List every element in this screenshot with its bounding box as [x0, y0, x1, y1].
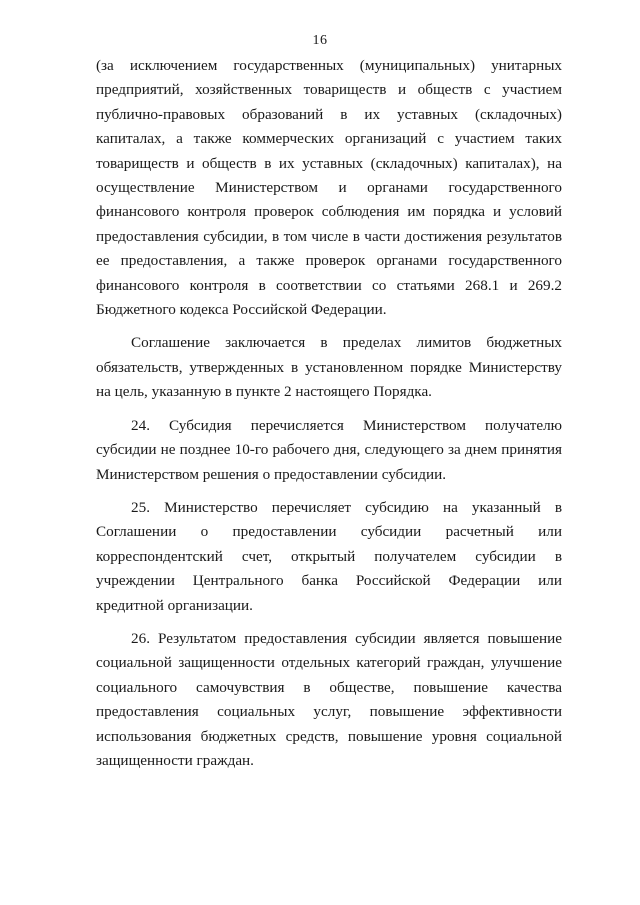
document-body [96, 54, 562, 773]
paragraph-24: 24. Субсидия перечисляется Министерством получателю субсидии не позднее 10-го рабочего дня, следующего за днем принятия Министерством решения о предоставлении субсидии. [96, 416, 562, 483]
page-number: 16 [312, 33, 328, 48]
paragraph-26: 26. Результатом предоставления субсидии является повышение социальной защищенности отдельных категорий граждан, улучшение социального самочувствия в обществе, повышение качества предоставления социальных услуг, повышение эффективности использования бюджетных средств, повышение уровня социальной защищенности граждан. [96, 629, 562, 769]
paragraph-25: 25. Министерство перечисляет субсидию на указанный в Соглашении о предоставлении субсидии расчетный или корреспондентский счет, открытый получателем субсидии в учреждении Центрального банка Российской Федерации или кредитной организации. [96, 498, 562, 614]
paragraph-agreement-limits: Соглашение заключается в пределах лимитов бюджетных обязательств, утвержденных в установленном порядке Министерству на цель, указанную в пункте 2 настоящего Порядка. [96, 334, 562, 401]
paragraph-continuation: (за исключением государственных (муниципальных) унитарных предприятий, хозяйственных товариществ и обществ с участием публично-правовых образований в их уставных (складочных) капиталах, а также коммерческих организаций с участием таких товариществ и обществ в их уставных (складочных) капиталах), на осуществление Министерством и органами государственного финансового контроля проверок соблюдения им порядка и условий предоставления субсидии, в том числе в части достижения результатов ее предоставления, а также проверок органами государственного финансового контроля в соответствии со статьями 268.1 и 269.2 Бюджетного кодекса Российской Федерации. [96, 57, 562, 319]
